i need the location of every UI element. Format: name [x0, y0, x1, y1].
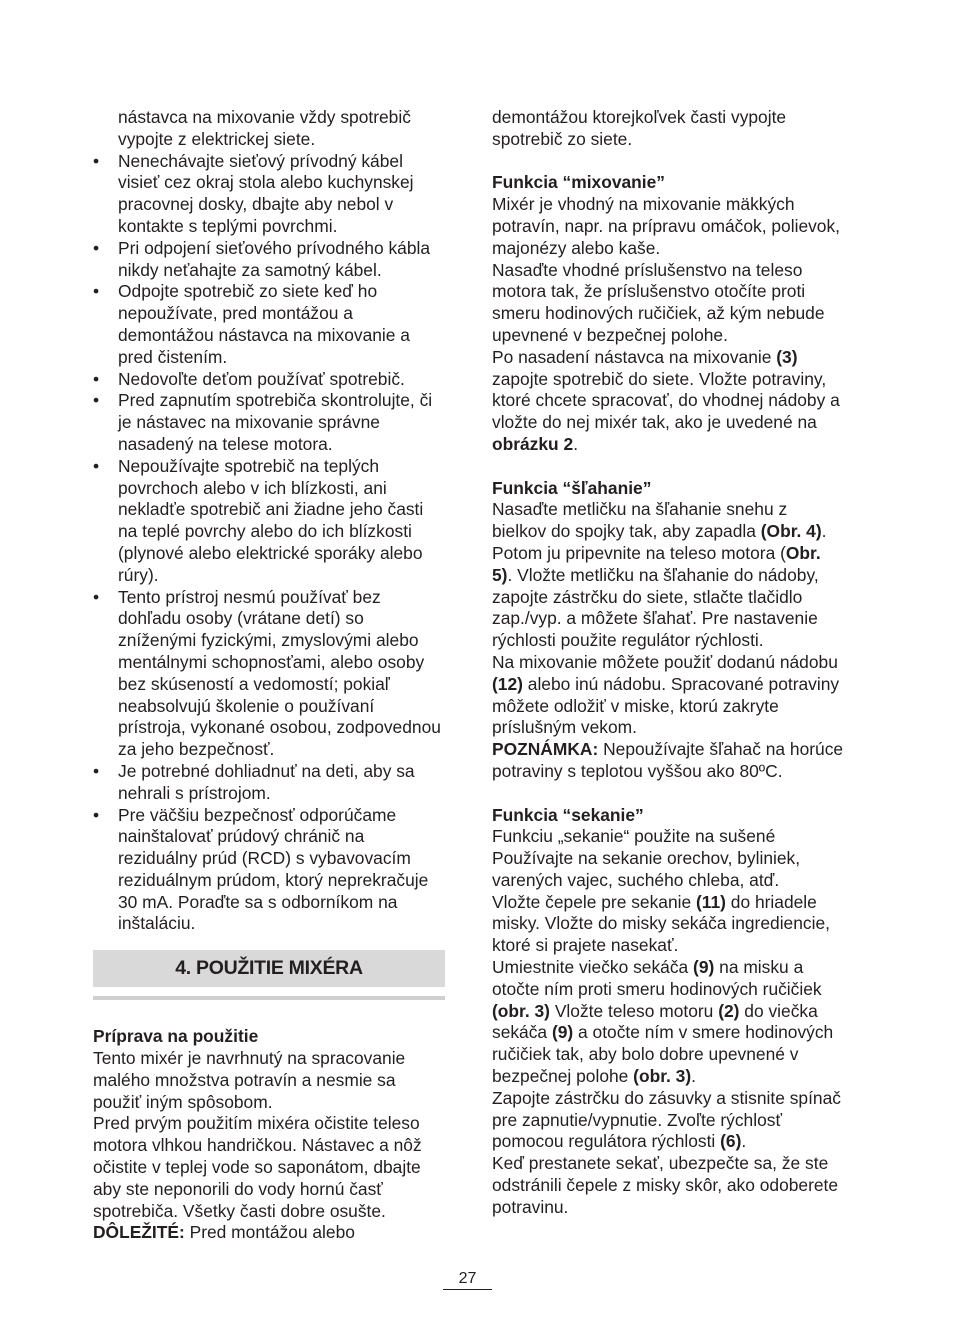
- mix-paragraph-2: Nasaďte vhodné príslušenstvo na teleso motora tak, že príslušenstvo otočíte proti smeru hodinových ručičiek, až kým nebude upevnené v bezpečnej polohe.: [492, 259, 825, 345]
- mix-paragraph-1: Mixér je vhodný na mixovanie mäkkých potravín, napr. na prípravu omáčok, polievok, majonézy alebo kaše.: [492, 194, 841, 258]
- list-item: • Tento prístroj nesmú používať bez dohľadu osoby (vrátane detí) so zníženými fyzickými, zmyslovými alebo mentálnymi schopnosťami, alebo osoby bez skúseností a vedomostí; pokiaľ neabsolvujú školenie o používaní prístroja, vykonané osobou, zodpovednou za jeho bezpečnosť.: [93, 586, 441, 760]
- list-item: • Odpojte spotrebič zo siete keď ho nepoužívate, pred montážou a demontážou nástavca na mixovanie a pred čistením.: [93, 281, 410, 367]
- list-item: • Nenechávajte sieťový prívodný kábel visieť cez okraj stola alebo kuchynskej pracovnej dosky, dbajte aby nebol v kontakte s teplými povrchmi.: [93, 150, 414, 236]
- important-note: DÔLEŽITÉ: Pred montážou alebo: [93, 1222, 355, 1243]
- chop-heading: Funkcia “sekanie”: [492, 804, 644, 825]
- important-label: DÔLEŽITÉ:: [93, 1222, 185, 1243]
- whip-paragraph-1: Nasaďte metličku na šľahanie snehu z bielkov do spojky tak, aby zapadla (Obr. 4). Potom ju pripevnite na teleso motora (Obr. 5). Vložte metličku na šľahanie do nádoby, zapojte zástrčku do siete, stlačte tlačidlo zap./vyp. a môžete šľahať. Pre nastavenie rýchlosti použite regulátor rýchlosti.: [492, 499, 827, 651]
- section-title: 4. POUŽITIE MIXÉRA: [175, 956, 363, 979]
- list-item: • Nedovoľte deťom používať spotrebič.: [93, 368, 405, 389]
- prep-paragraph-2: Pred prvým použitím mixéra očistite teleso motora vlhkou handričkou. Nástavec a nôž očistite v teplej vode so saponátom, dbajte aby ste neponorili do vody hornú časť spotrebiča. Všetky časti dobre osušte.: [93, 1113, 422, 1221]
- section-title-bar: [93, 950, 445, 987]
- chop-paragraph-3: Umiestnite viečko sekáča (9) na misku a otočte ním proti smeru hodinových ručičiek (obr. 3) Vložte teleso motoru (2) do viečka sekáča (9) a otočte ním v smere hodinových ručičiek tak, aby bolo dobre upevnené v bezpečnej polohe (obr. 3).: [492, 957, 834, 1087]
- list-item: • Nepoužívajte spotrebič na teplých povrchoch alebo v ich blízkosti, ani nekladťe spotrebič ani žiadne jeho časti na teplé povrchy alebo do ich blízkosti (plynové alebo elektrické sporáky alebo rúry).: [93, 455, 424, 585]
- mix-heading: Funkcia “mixovanie”: [492, 172, 665, 193]
- whip-heading: Funkcia “šľahanie”: [492, 477, 652, 498]
- whip-paragraph-2: Na mixovanie môžete použiť dodanú nádobu (12) alebo inú nádobu. Spracované potraviny môžete odložiť v miske, ktorú zakryte príslušným vekom.: [492, 651, 840, 738]
- note-label: POZNÁMKA:: [492, 739, 599, 760]
- chop-paragraph-1: Funkciu „sekanie“ použite na sušené Používajte na sekanie orechov, byliniek, varených vajec, suchého chleba, atď.: [492, 826, 801, 890]
- list-item: • Pred zapnutím spotrebiča skontrolujte, či je nástavec na mixovanie správne nasadený na telese motora.: [93, 390, 433, 454]
- list-item: • Pre väčšiu bezpečnosť odporúčame nainštalovať prúdový chránič na reziduálny prúd (RCD) s vybavovacím reziduálnym prúdom, ktorý neprekračuje 30 mA. Poraďte sa s odborníkom na inštaláciu.: [93, 804, 429, 934]
- bullet-icon: •: [93, 237, 100, 258]
- bullet-icon: •: [93, 455, 100, 476]
- prep-paragraph-1: Tento mixér je navrhnutý na spracovanie malého množstva potravín a nesmie sa použiť iným spôsobom.: [93, 1048, 406, 1112]
- bullet-icon: •: [93, 150, 100, 171]
- whip-note: POZNÁMKA: Nepoužívajte šľahač na horúce potraviny s teplotou vyššou ako 80ºC.: [492, 739, 844, 781]
- bullet-icon: •: [93, 586, 100, 607]
- safety-list: [93, 151, 445, 936]
- mix-paragraph-3: Po nasadení nástavca na mixovanie (3) zapojte spotrebič do siete. Vložte potraviny, ktoré chcete spracovať, do vhodnej nádoby a vložte do nej mixér tak, ako je uvedené na obrázku 2.: [492, 346, 840, 454]
- section-divider: [93, 996, 445, 1000]
- chop-paragraph-4: Zapojte zástrčku do zásuvky a stisnite spínač pre zapnutie/vypnutie. Zvoľte rýchlosť pomocou regulátora rýchlosti (6).: [492, 1087, 841, 1152]
- bullet-icon: •: [93, 804, 100, 825]
- continuation-text: demontážou ktorejkoľvek časti vypojte spotrebič zo siete.: [492, 107, 787, 149]
- page-number: 27: [443, 1270, 492, 1290]
- bullet-icon: •: [93, 760, 100, 781]
- continuation-text: nástavca na mixovanie vždy spotrebič vypojte z elektrickej siete.: [118, 107, 411, 149]
- list-item: • Pri odpojení sieťového prívodného kábla nikdy neťahajte za samotný kábel.: [93, 237, 431, 280]
- bullet-icon: •: [93, 281, 100, 302]
- prep-heading: Príprava na použitie: [93, 1026, 259, 1047]
- bullet-icon: •: [93, 390, 100, 411]
- chop-paragraph-2: Vložte čepele pre sekanie (11) do hriadele misky. Vložte do misky sekáča ingrediencie, ktoré si prajete nasekať.: [492, 891, 830, 956]
- bullet-icon: •: [93, 368, 100, 389]
- chop-paragraph-5: Keď prestanete sekať, ubezpečte sa, že ste odstránili čepele z misky skôr, ako odoberete potravinu.: [492, 1153, 839, 1217]
- left-column: [93, 107, 445, 1244]
- list-item: • Je potrebné dohliadnuť na deti, aby sa nehrali s prístrojom.: [93, 760, 415, 803]
- right-column: [492, 107, 844, 1219]
